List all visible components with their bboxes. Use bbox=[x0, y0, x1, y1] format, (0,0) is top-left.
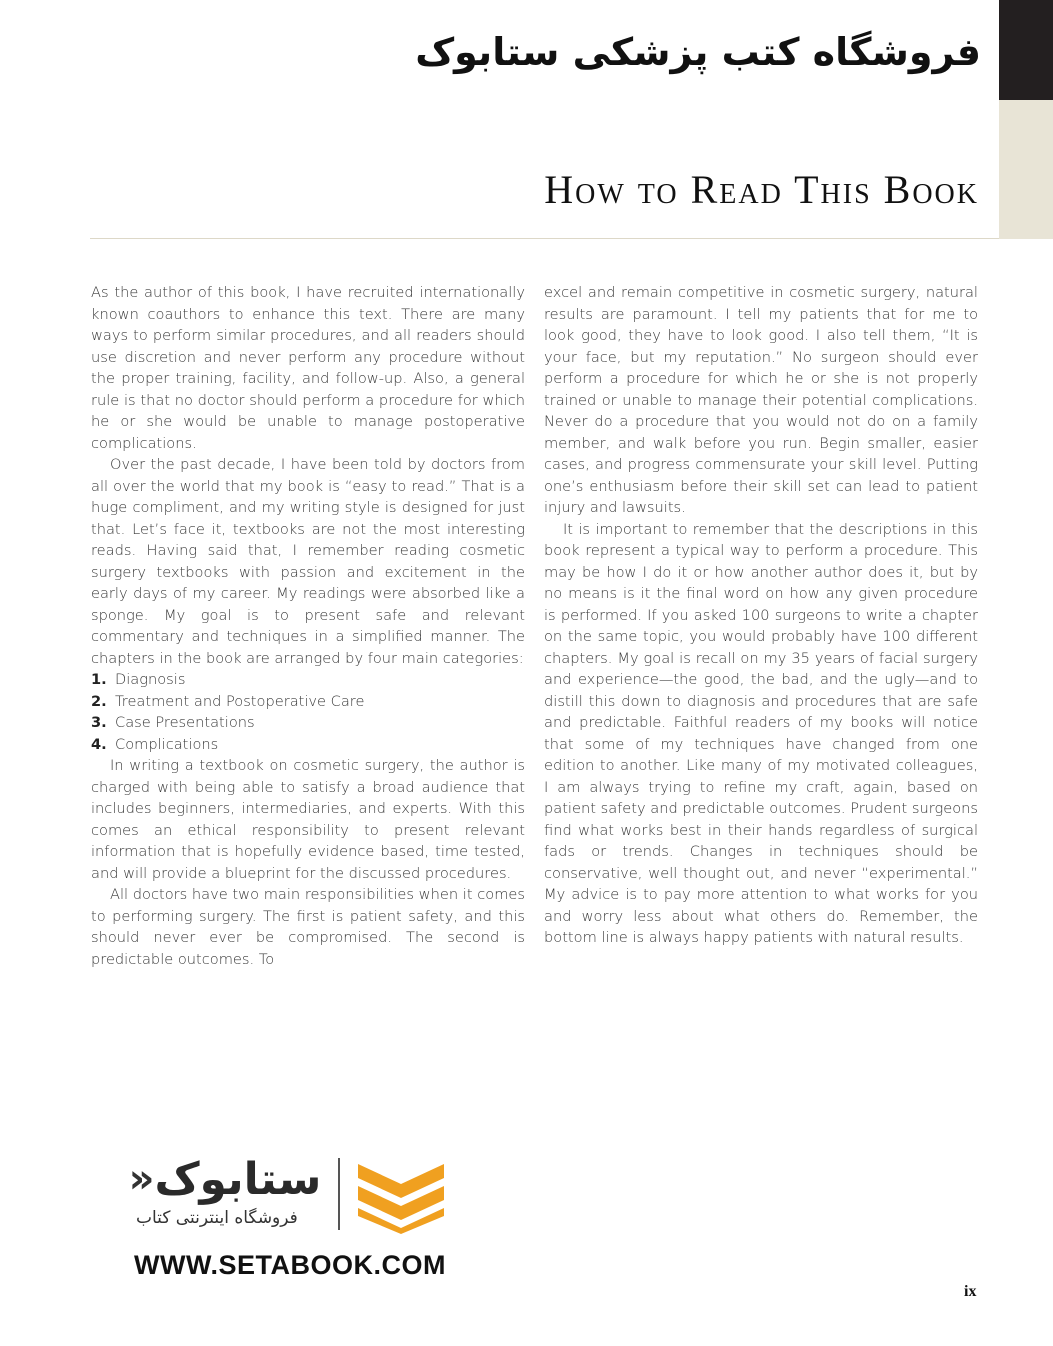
paragraph: Over the past decade, I have been told by doctors from all over the world that my book is “easy to read.” That is a huge compliment, and my writing style is designed for just that. Let’s face it, textbooks are not the most interesting reads. Having said that, I remember reading cosmetic surgery textbooks with passion and excitement in the early days of my career. My readings were absorbed like a sponge. My goal is to present safe and relevant commentary and techniques in a simplified manner. The chapters in the book are arranged by four main categories: bbox=[91, 456, 525, 667]
stacked-chevron-book-icon bbox=[354, 1158, 448, 1234]
list-number: 2. bbox=[91, 692, 107, 710]
list-number: 1. bbox=[91, 671, 107, 688]
list-text: Case Presentations bbox=[115, 714, 255, 731]
setabook-watermark bbox=[118, 1150, 458, 1290]
list-text: Treatment and Postoperative Care bbox=[115, 692, 365, 710]
list-text: Complications bbox=[115, 735, 219, 753]
paragraph: excel and remain competitive in cosmetic surgery, natural results are paramount. I tell my patients that for me to look good, they have to look good. I also tell them, “It is your face, but my reputation.” No surgeon should ever perform a procedure for which he or she is not properly trained or unable to manage their potential complications. Never do a procedure that you would not do on a family member, and walk before you run. Begin smaller, easier cases, and progress commensurate your skill level. Putting one’s enthusiasm before their skill set can lead to patient injury and lawsuits. bbox=[544, 284, 978, 516]
left-text-column bbox=[91, 282, 525, 970]
list-item bbox=[91, 712, 525, 734]
list-item bbox=[91, 669, 525, 691]
title-divider bbox=[90, 238, 999, 239]
wordmark-text: ستابوک bbox=[154, 1153, 322, 1205]
list-item bbox=[91, 734, 525, 756]
double-chevron-icon: « bbox=[128, 1156, 155, 1202]
page-number: ix bbox=[964, 1283, 977, 1300]
paragraph: All doctors have two main responsibilities when it comes to performing surgery. The first is patient safety, and this should never ever be compromised. The second is predictable outcomes. To bbox=[91, 886, 525, 968]
store-name-header: فروشگاه کتب پزشکی ستابوک bbox=[415, 30, 981, 74]
paragraph: As the author of this book, I have recruited internationally known coauthors to enhance this text. There are many ways to perform similar procedures, and all readers should use discretion and never perform any procedure without the proper training, facility, and follow-up. Also, a general rule is that no doctor should perform a procedure for which he or she would be unable to manage postoperative complications. bbox=[91, 284, 525, 452]
edge-tab-dark bbox=[999, 0, 1053, 100]
setabook-tagline: فروشگاه اینترنتی کتاب bbox=[136, 1208, 298, 1228]
list-number: 4. bbox=[91, 735, 107, 753]
paragraph: It is important to remember that the descriptions in this book represent a typical way to perform a procedure. This may be how I do it or how another author does it, but by no means is it the final word on how any given procedure is performed. If you asked 100 surgeons to write a chapter on the same topic, you would probably have 100 different chapters. My goal is recall on my 35 years of facial surgery and experience—the good, the bad, and the ugly—and to distill this down to diagnosis and procedures that are safe and predictable. Faithful readers of my books will notice that some of my techniques have changed from one edition to another. Like many of my motivated colleagues, I am always trying to refine my craft, again, based on patient safety and predictable outcomes. Prudent surgeons find what works best in their hands regardless of surgical fads or trends. Changes in techniques should be conservative, well thought out, and never “experimental.” My advice is to pay more attention to what works for you and worry less about what others do. Remember, the bottom line is always happy patients with natural results. bbox=[544, 520, 978, 946]
logo-divider bbox=[338, 1158, 340, 1230]
list-text: Diagnosis bbox=[115, 671, 186, 688]
chapter-title: How to Read This Book bbox=[544, 167, 979, 212]
list-number: 3. bbox=[91, 714, 107, 731]
setabook-wordmark bbox=[118, 1150, 328, 1208]
categories-list bbox=[91, 669, 525, 755]
paragraph: In writing a textbook on cosmetic surgery, the author is charged with being able to satisfy a broad audience that includes beginners, intermediaries, and experts. With this comes an ethical responsibility to present relevant information that is hopefully evidence based, time tested, and will provide a blueprint for the discussed procedures. bbox=[91, 757, 525, 882]
edge-tab-beige bbox=[999, 100, 1053, 239]
list-item bbox=[91, 691, 525, 713]
right-text-column bbox=[544, 282, 978, 949]
setabook-url: WWW.SETABOOK.COM bbox=[134, 1250, 446, 1280]
